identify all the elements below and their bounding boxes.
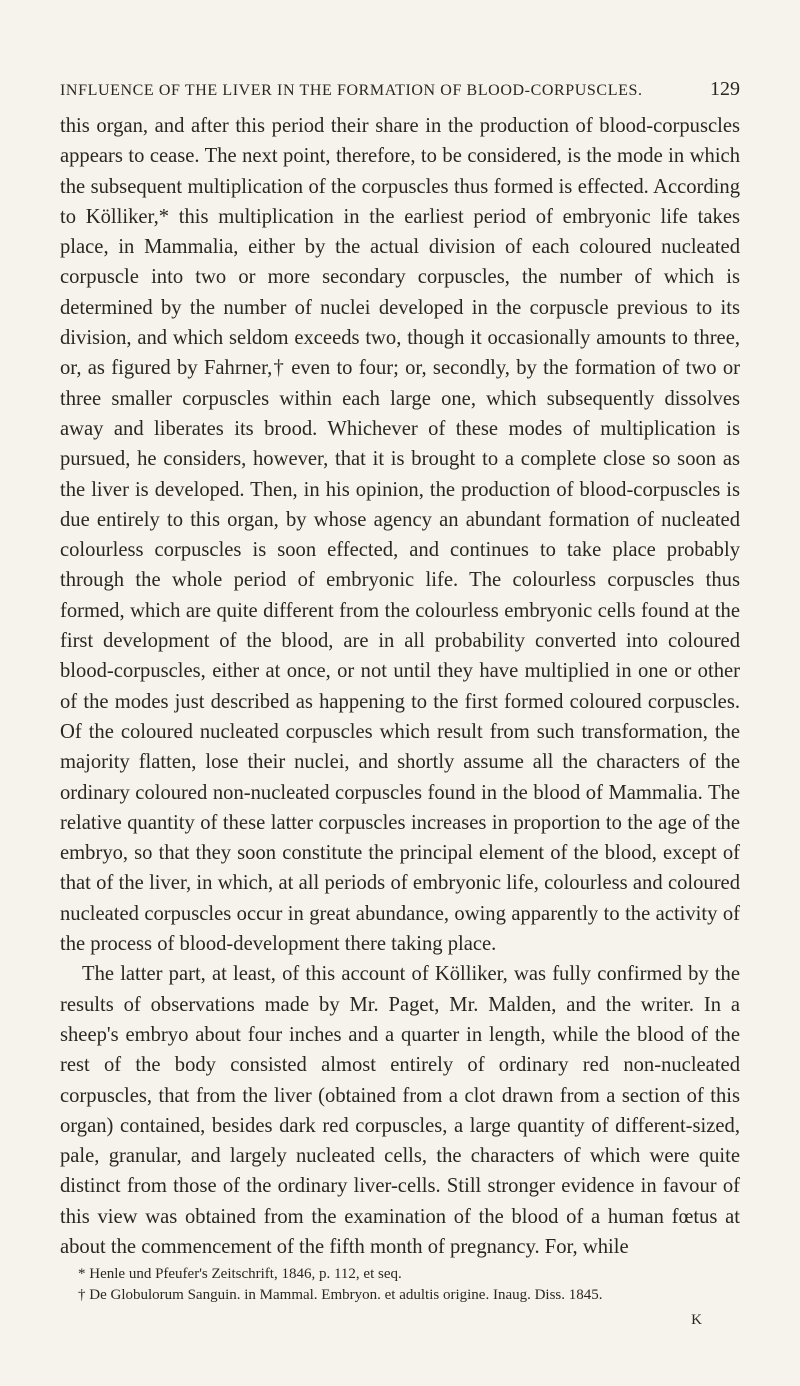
body-text [60,111,740,1262]
footnotes [60,1264,740,1306]
running-title: INFLUENCE OF THE LIVER IN THE FORMATION OF BLOOD-CORPUSCLES. [60,82,643,99]
footnote-1: * Henle und Pfeufer's Zeitschrift, 1846, p. 112, et seq. [78,1266,402,1283]
paragraph-1: this organ, and after this period their share in the production of blood-corpuscles appears to cease. The next point, therefore, to be considered, is the mode in which the subsequent multiplication of the corpuscles thus formed is effected. According to Kölliker,* this multiplication in the earliest period of embryonic life takes place, in Mammalia, either by the actual division of each coloured nucleated corpuscle into two or more secondary corpuscles, the number of which is determined by the number of nuclei developed in the corpuscle previous to its division, and which seldom exceeds two, though it occasionally amounts to three, or, as figured by Fahrner,† even to four; or, secondly, by the formation of two or three smaller corpuscles within each large one, which subsequently dissolves away and liberates its brood. Whichever of these modes of multiplication is pursued, he considers, however, that it is brought to a complete close so soon as the liver is developed. Then, in his opinion, the production of blood-corpuscles is due entirely to this organ, by whose agency an abundant formation of nucleated colourless corpuscles is soon effected, and continues to take place probably through the whole period of embryonic life. The colourless corpuscles thus formed, which are quite different from the colourless embryonic cells found at the first development of the blood, are in all probability converted into coloured blood-corpuscles, either at once, or not until they have multiplied in one or other of the modes just described as happening to the first formed coloured corpuscles. Of the coloured nucleated corpuscles which result from such transformation, the majority flatten, lose their nuclei, and shortly assume all the characters of the ordinary coloured non-nucleated corpuscles found in the blood of Mammalia. The relative quantity of these latter corpuscles increases in proportion to the age of the embryo, so that they soon constitute the principal element of the blood, except of that of the liver, in which, at all periods of embryonic life, colourless and coloured nucleated corpuscles occur in great abundance, owing apparently to the activity of the process of blood-development there taking place. [60,115,740,956]
running-header [60,78,740,101]
signature-mark: K [691,1312,702,1329]
footnote-2: † De Globulorum Sanguin. in Mammal. Embryon. et adultis origine. Inaug. Diss. 1845. [78,1287,603,1304]
page-number: 129 [710,78,740,100]
book-page [60,78,740,1329]
paragraph-2: The latter part, at least, of this account of Kölliker, was fully confirmed by the results of observations made by Mr. Paget, Mr. Malden, and the writer. In a sheep's embryo about four inches and a quarter in length, while the blood of the rest of the body consisted almost entirely of ordinary red non-nucleated corpuscles, that from the liver (obtained from a clot drawn from a section of this organ) contained, besides dark red corpuscles, a large quantity of different-sized, pale, granular, and largely nucleated cells, the characters of which were quite distinct from those of the ordinary liver-cells. Still stronger evidence in favour of this view was obtained from the examination of the blood of a human fœtus at about the commencement of the fifth month of pregnancy. For, while [60,963,740,1258]
